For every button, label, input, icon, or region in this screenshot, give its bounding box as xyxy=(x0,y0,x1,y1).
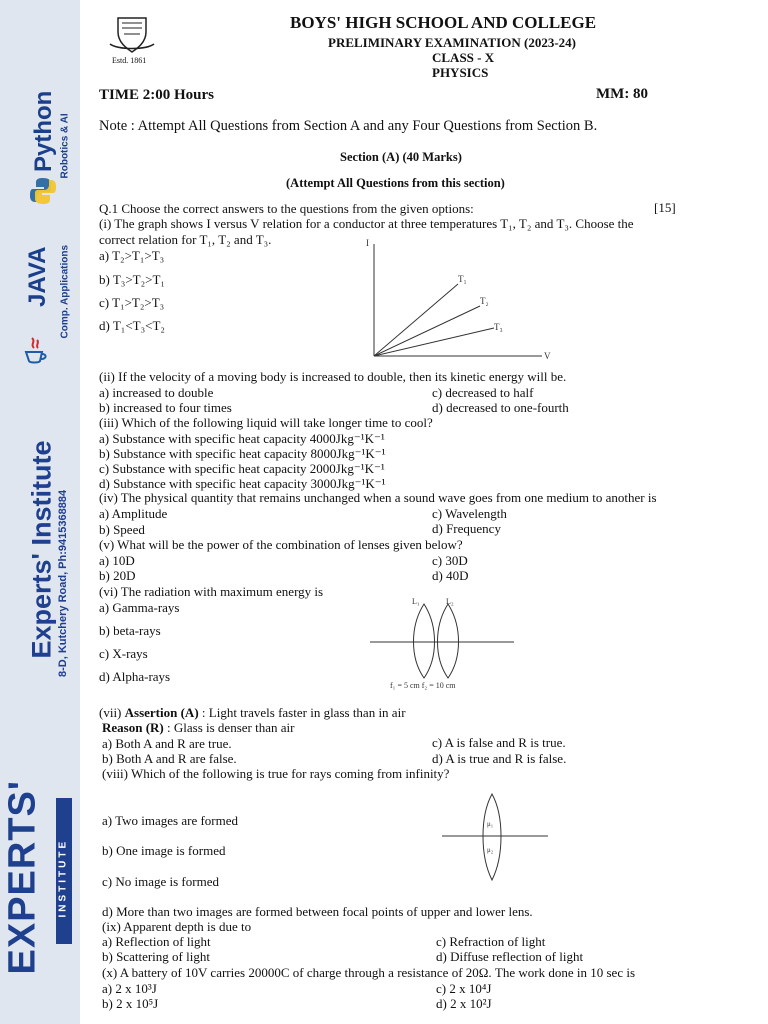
qvi-option-c: c) X-rays xyxy=(99,646,148,661)
reason-label: Reason (R) xyxy=(102,720,164,735)
graph-t1-label: T₁ xyxy=(458,274,467,284)
instructions-note: Note : Attempt All Questions from Section A and any Four Questions from Section B. xyxy=(99,118,598,134)
qii-stem: (ii) If the velocity of a moving body is increased to double, then its kinetic energy will be. xyxy=(99,369,567,384)
time-label: TIME 2:00 Hours xyxy=(99,87,215,103)
qv-option-d: d) 40D xyxy=(432,568,469,583)
qvi-option-d: d) Alpha-rays xyxy=(99,669,171,684)
qiii-option-d: d) Substance with specific heat capacity 3000Jkg⁻¹K⁻¹ xyxy=(99,476,386,491)
qx-stem: (x) A battery of 10V carries 20000C of charge through a resistance of 20Ω. The work done in 10 sec is xyxy=(102,965,636,980)
java-cup-icon xyxy=(22,336,48,366)
qix-stem: (ix) Apparent depth is due to xyxy=(102,919,252,934)
lens-l2-label: L₂ xyxy=(446,597,454,606)
qii-option-c: c) decreased to half xyxy=(432,385,534,400)
qiv-stem: (iv) The physical quantity that remains unchanged when a sound wave goes from one medium to another is xyxy=(99,490,657,505)
qix-option-d: d) Diffuse reflection of light xyxy=(436,949,584,964)
lens-upper-label: μ₁ xyxy=(487,820,494,828)
python-subtitle: Robotics & AI xyxy=(59,113,71,179)
q1-marks: [15] xyxy=(654,200,676,215)
python-title: Python xyxy=(30,90,57,172)
qiv-option-a: a) Amplitude xyxy=(99,506,168,521)
qvi-option-b: b) beta-rays xyxy=(99,623,161,638)
max-marks: MM: 80 xyxy=(596,86,649,102)
qix-option-b: b) Scattering of light xyxy=(102,949,210,964)
qiii-option-c: c) Substance with specific heat capacity 2000Jkg⁻¹K⁻¹ xyxy=(99,461,385,476)
qii-option-d: d) decreased to one-fourth xyxy=(432,400,569,415)
lens-combination-diagram xyxy=(366,596,518,692)
experts-logo-word: EXPERTS' xyxy=(1,780,44,975)
qvii-assertion xyxy=(99,705,406,721)
qviii-option-c: c) No image is formed xyxy=(102,874,219,889)
qiii-stem: (iii) Which of the following liquid will take longer time to cool? xyxy=(99,415,433,430)
graph-y-label: I xyxy=(366,238,369,248)
qi-stem-line1: (i) The graph shows I versus V relation for a conductor at three temperatures T₁, T₂ and T₃. Choose the xyxy=(99,216,634,231)
assertion-label: Assertion (A) xyxy=(124,705,199,720)
institute-address: 8-D, Kutchery Road, Ph:9415368884 xyxy=(57,489,69,677)
qvi-stem: (vi) The radiation with maximum energy is xyxy=(99,584,324,599)
school-crest-icon xyxy=(108,14,156,56)
section-heading: Section (A) (40 Marks) xyxy=(340,150,462,164)
qx-option-d: d) 2 x 10²J xyxy=(436,996,492,1011)
qvii-option-a: a) Both A and R are true. xyxy=(102,736,232,751)
qx-option-c: c) 2 x 10⁴J xyxy=(436,981,492,996)
qiv-option-d: d) Frequency xyxy=(432,521,501,536)
qiv-option-c: c) Wavelength xyxy=(432,506,507,521)
qi-option-c: c) T₁>T₂>T₃ xyxy=(99,295,165,310)
qv-option-c: c) 30D xyxy=(432,553,468,568)
iv-graph-diagram xyxy=(358,232,558,367)
experts-logo-subtitle: INSTITUTE xyxy=(57,838,69,918)
qvii-option-c: c) A is false and R is true. xyxy=(432,735,566,750)
class-label: CLASS - X xyxy=(432,50,495,65)
qi-option-b: b) T₃>T₂>T₁ xyxy=(99,272,165,287)
subject-label: PHYSICS xyxy=(432,65,489,80)
qiii-option-a: a) Substance with specific heat capacity 4000Jkg⁻¹K⁻¹ xyxy=(99,431,385,446)
qx-option-b: b) 2 x 10⁵J xyxy=(102,996,159,1011)
qviii-option-b: b) One image is formed xyxy=(102,843,226,858)
graph-t3-label: T₃ xyxy=(494,322,503,332)
qvi-option-a: a) Gamma-rays xyxy=(99,600,180,615)
reason-text: : Glass is denser than air xyxy=(163,720,295,735)
qvii-prefix: (vii) xyxy=(99,705,125,720)
qvii-option-b: b) Both A and R are false. xyxy=(102,751,237,766)
graph-t2-label: T₂ xyxy=(480,296,489,306)
java-title: JAVA xyxy=(24,246,51,307)
qii-option-a: a) increased to double xyxy=(99,385,214,400)
qi-option-a: a) T₂>T₁>T₃ xyxy=(99,248,165,263)
graph-x-label: V xyxy=(544,351,551,361)
python-logo-icon xyxy=(28,176,58,206)
lens-lower-label: μ₂ xyxy=(487,846,494,854)
java-subtitle: Comp. Applications xyxy=(59,244,71,339)
split-lens-diagram xyxy=(440,790,550,886)
qv-option-a: a) 10D xyxy=(99,553,135,568)
qiv-option-b: b) Speed xyxy=(99,522,145,537)
qi-option-d: d) T₁<T₃<T₂ xyxy=(99,318,165,333)
qii-option-b: b) increased to four times xyxy=(99,400,232,415)
exam-title: PRELIMINARY EXAMINATION (2023-24) xyxy=(328,35,576,50)
school-name: BOYS' HIGH SCHOOL AND COLLEGE xyxy=(290,13,597,32)
qv-option-b: b) 20D xyxy=(99,568,136,583)
qviii-option-a: a) Two images are formed xyxy=(102,813,239,828)
qix-option-c: c) Refraction of light xyxy=(436,934,546,949)
qi-stem-line2: correct relation for T₁, T₂ and T₃. xyxy=(99,232,272,247)
q1-stem: Q.1 Choose the correct answers to the questions from the given options: xyxy=(99,201,474,216)
estd-label: Estd. 1861 xyxy=(112,56,147,65)
qviii-stem: (viii) Which of the following is true for rays coming from infinity? xyxy=(102,766,450,781)
qix-option-a: a) Reflection of light xyxy=(102,934,211,949)
qvii-reason xyxy=(102,720,294,736)
lens-l1-label: L₁ xyxy=(412,597,420,606)
qv-stem: (v) What will be the power of the combination of lenses given below? xyxy=(99,537,463,552)
qiii-option-b: b) Substance with specific heat capacity 8000Jkg⁻¹K⁻¹ xyxy=(99,446,386,461)
qx-option-a: a) 2 x 10³J xyxy=(102,981,157,996)
assertion-text: : Light travels faster in glass than in air xyxy=(198,705,406,720)
sidebar-banner xyxy=(0,0,80,1024)
section-instruction: (Attempt All Questions from this section) xyxy=(286,176,505,190)
institute-title: Experts' Institute xyxy=(26,440,57,659)
qvii-option-d: d) A is true and R is false. xyxy=(432,751,567,766)
lens-focal-label: f₁ = 5 cm f₂ = 10 cm xyxy=(390,681,456,690)
qviii-option-d: d) More than two images are formed between focal points of upper and lower lens. xyxy=(102,904,533,919)
